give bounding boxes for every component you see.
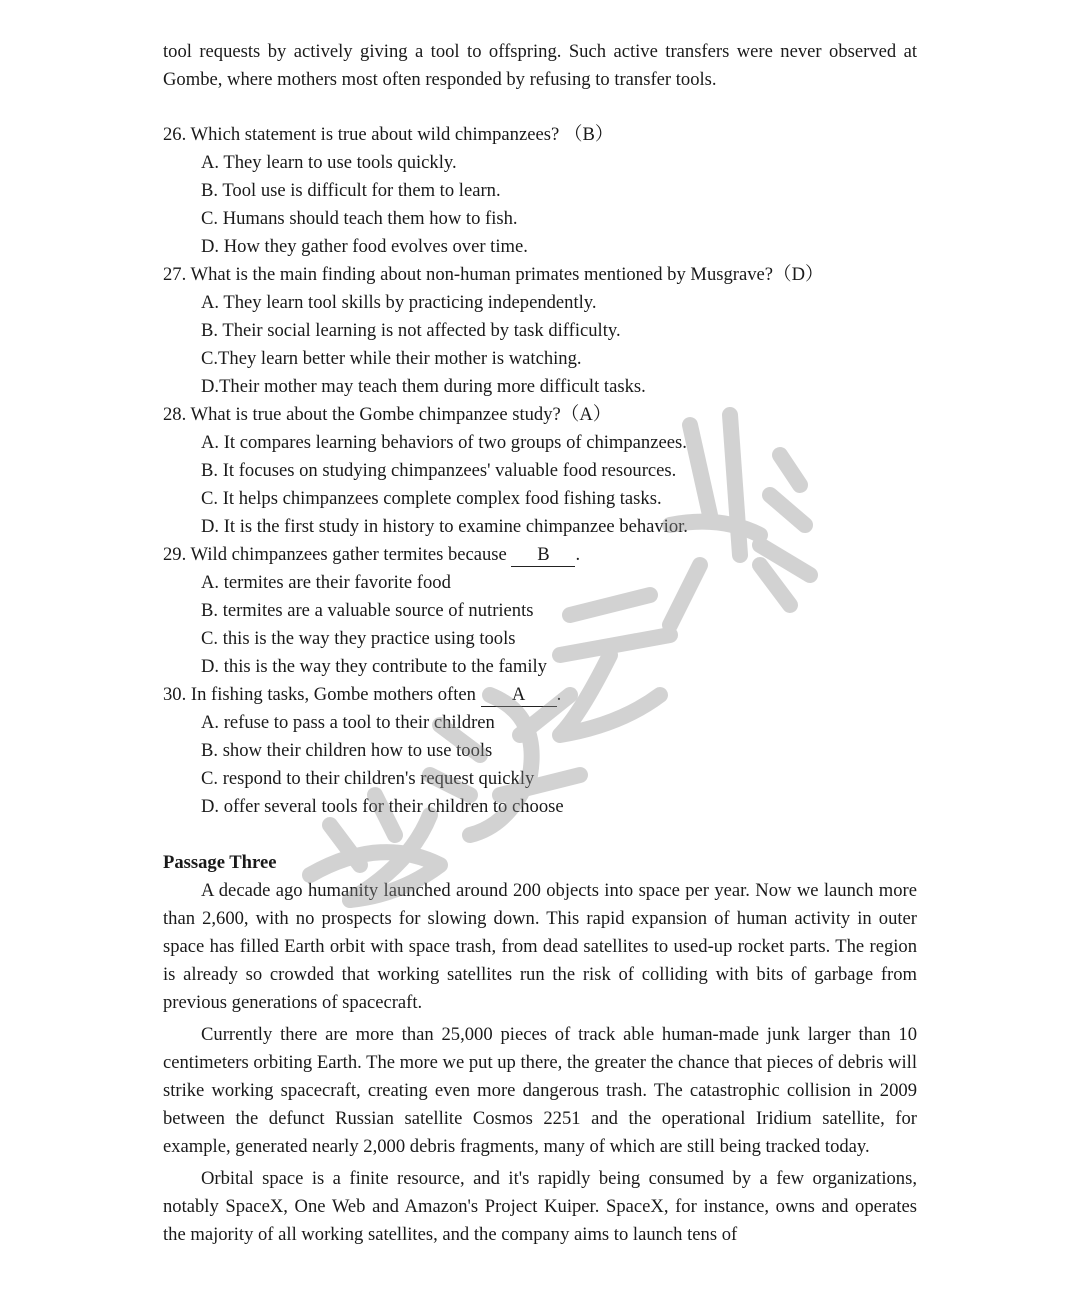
question-26 xyxy=(163,121,917,261)
question-27 xyxy=(163,261,917,401)
passage-paragraph: A decade ago humanity launched around 200 objects into space per year. Now we launch more than 2,600, with no prospects for slowing down. This rapid expansion of human activity in outer space has filled Earth orbit with space trash, from dead satellites to used-up rocket parts. The region is already so crowded that working satellites run the risk of colliding with bits of garbage from previous generations of spacecraft. xyxy=(163,880,917,1013)
option-b: B. It focuses on studying chimpanzees' valuable food resources. xyxy=(201,460,677,481)
option-c: C. Humans should teach them how to fish. xyxy=(201,208,518,229)
option-c: C. this is the way they practice using tools xyxy=(201,628,516,649)
option-b: B. termites are a valuable source of nutrients xyxy=(201,600,534,621)
passage-three-title: Passage Three xyxy=(163,852,277,873)
option-c: C.They learn better while their mother is watching. xyxy=(201,348,582,369)
question-29 xyxy=(163,541,917,681)
option-b: B. Tool use is difficult for them to learn. xyxy=(201,180,501,201)
answer-blank: A xyxy=(481,684,557,707)
spacer xyxy=(163,94,917,121)
option-d: D. How they gather food evolves over time. xyxy=(201,236,528,257)
question-stem: 28. What is true about the Gombe chimpanzee study?（A） xyxy=(163,404,612,425)
stem-end: . xyxy=(556,684,562,705)
question-28 xyxy=(163,401,917,541)
option-a: A. termites are their favorite food xyxy=(201,572,451,593)
question-stem: 27. What is the main finding about non-human primates mentioned by Musgrave?（D） xyxy=(163,264,824,285)
question-30 xyxy=(163,681,917,821)
option-b: B. show their children how to use tools xyxy=(201,740,493,761)
option-c: C. respond to their children's request quickly xyxy=(201,768,535,789)
option-a: A. It compares learning behaviors of two groups of chimpanzees. xyxy=(201,432,687,453)
question-stem: 26. Which statement is true about wild chimpanzees? （B） xyxy=(163,124,614,145)
option-b: B. Their social learning is not affected by task difficulty. xyxy=(201,320,621,341)
passage-paragraph: Orbital space is a finite resource, and it's rapidly being consumed by a few organizations, notably SpaceX, One Web and Amazon's Project Kuiper. SpaceX, for instance, owns and operates the majority of all working satellites, and the company aims to launch tens of xyxy=(163,1168,917,1245)
option-d: D. offer several tools for their children to choose xyxy=(201,796,564,817)
question-stem xyxy=(163,541,917,569)
stem-text: 30. In fishing tasks, Gombe mothers often xyxy=(163,684,481,705)
passage-paragraph: Currently there are more than 25,000 pieces of track able human-made junk larger than 10 centimeters orbiting Earth. The more we put up there, the greater the chance that pieces of debris will strike working spacecraft, creating even more dangerous trash. The catastrophic collision in 2009 between the defunct Russian satellite Cosmos 2251 and the operational Iridium satellite, for example, generated nearly 2,000 debris fragments, many of which are still being tracked today. xyxy=(163,1024,917,1157)
option-d: D.Their mother may teach them during more difficult tasks. xyxy=(201,376,646,397)
question-stem xyxy=(163,681,917,709)
option-d: D. It is the first study in history to examine chimpanzee behavior. xyxy=(201,516,688,537)
option-d: D. this is the way they contribute to the family xyxy=(201,656,547,677)
intro-paragraph: tool requests by actively giving a tool to offspring. Such active transfers were never observed at Gombe, where mothers most often responded by refusing to transfer tools. xyxy=(163,41,917,90)
stem-end: . xyxy=(575,544,581,565)
option-c: C. It helps chimpanzees complete complex food fishing tasks. xyxy=(201,488,662,509)
option-a: A. They learn to use tools quickly. xyxy=(201,152,457,173)
stem-text: 29. Wild chimpanzees gather termites because xyxy=(163,544,512,565)
answer-blank: B xyxy=(511,544,575,567)
document-page xyxy=(163,38,917,1249)
option-a: A. refuse to pass a tool to their children xyxy=(201,712,495,733)
option-a: A. They learn tool skills by practicing independently. xyxy=(201,292,597,313)
